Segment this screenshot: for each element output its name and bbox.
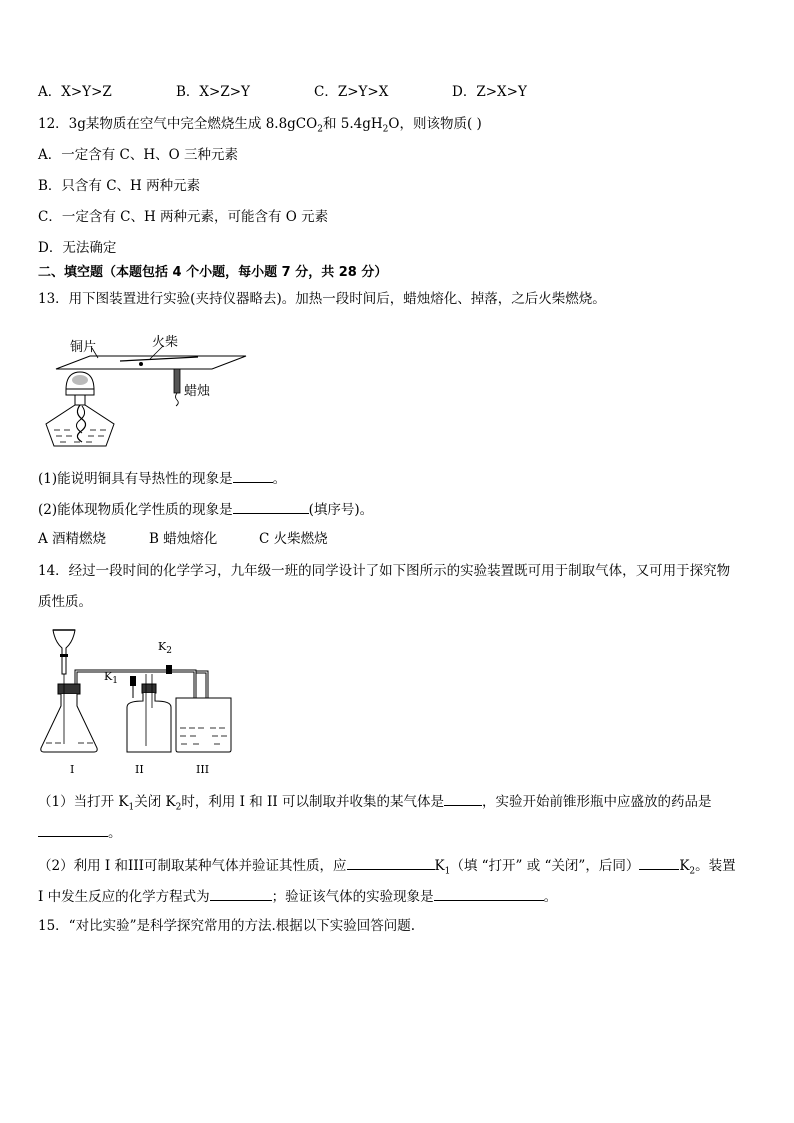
q12-option-d: D．无法确定: [38, 240, 117, 256]
q14-label-k1: $K_1$: [104, 670, 118, 687]
q14-label-k2: $K_2$: [158, 640, 172, 657]
q14-part1-blank-gas[interactable]: [444, 791, 482, 806]
section-heading: 二、填空题（本题包括 4 个小题，每小题 7 分，共 28 分）: [38, 265, 388, 280]
q13-stem: 13．用下图装置进行实验(夹持仪器略去)。加热一段时间后，蜡烛熔化、掉落，之后火柴燃烧。: [38, 291, 606, 307]
q14-part1-line2: 。: [38, 822, 122, 842]
q14-part2-blank-equation[interactable]: [210, 886, 272, 901]
q11-option-d: D．Z>X>Y: [452, 84, 527, 100]
q14-part2-blank-phenomenon[interactable]: [434, 886, 544, 901]
q14-stem-line2: 质性质。: [38, 594, 92, 610]
q12-option-b: B．只含有 C、H 两种元素: [38, 178, 201, 194]
q14-part2-line2: I 中发生反应的化学方程式为 ；验证该气体的实验现象是 。: [38, 886, 557, 906]
q14-apparatus-figure: [38, 624, 243, 784]
q13-part2-blank[interactable]: [233, 499, 309, 514]
q13-label-candle: 蜡烛: [184, 384, 211, 399]
q13-part1-blank[interactable]: [233, 468, 273, 483]
q14-label-I: I: [70, 763, 75, 776]
q14-label-II: II: [135, 763, 144, 776]
q14-part2-line1: （2）利用 I 和III可制取某种气体并验证其性质，应 $K_1$（填 “打开” 或 “关闭”，后同） $K_2$。装置: [38, 855, 736, 881]
q12-option-a: A．一定含有 C、H、O 三种元素: [38, 147, 239, 163]
match-head: [139, 362, 143, 366]
q14-part2-blank-k2[interactable]: [639, 855, 679, 870]
q14-part1-blank-reagent[interactable]: [38, 822, 108, 837]
q14-stem-line1: 14．经过一段时间的化学学习，九年级一班的同学设计了如下图所示的实验装置既可用于制取气体，又可用于探究物: [38, 563, 731, 579]
q13-choice-c: C 火柴燃烧: [259, 531, 328, 547]
q12-stem: 12．3g某物质在空气中完全燃烧生成 8.8gCO$_2$和 $5.4gH_2O$，则该物质( ): [38, 116, 482, 135]
q11-options: [38, 83, 527, 101]
q13-choice-b: B 蜡烛熔化: [149, 531, 218, 547]
q15-stem: 15．“对比实验”是科学探究常用的方法.根据以下实验回答问题.: [38, 918, 416, 934]
q13-label-copper: 铜片: [70, 340, 97, 355]
q14-part2-blank-k1[interactable]: [347, 855, 435, 870]
q13-label-match: 火柴: [152, 335, 179, 350]
separatory-funnel: [53, 630, 75, 674]
q11-option-a: A．X>Y>Z: [38, 84, 112, 100]
q13-part1: (1)能说明铜具有导热性的现象是 。: [38, 468, 286, 488]
gas-bottle-II: [127, 693, 171, 752]
match-stick: [120, 357, 198, 361]
q13-choice-a: A 酒精燃烧: [38, 531, 107, 547]
q12-option-c: C．一定含有 C、H 两种元素，可能含有 O 元素: [38, 209, 329, 225]
q13-choices: [38, 530, 328, 548]
q13-part2: (2)能体现物质化学性质的现象是 (填序号)。: [38, 499, 373, 519]
q11-option-b: B．X>Z>Y: [176, 84, 250, 100]
q11-option-c: C．Z>Y>X: [314, 84, 389, 100]
candle: [174, 369, 180, 393]
q14-label-III: III: [196, 763, 210, 776]
q14-part1-line1: （1）当打开 $K_1$关闭 $K_2$时，利用 I 和 II 可以制取并收集的某气体是 ，实验开始前锥形瓶中应盛放的药品是: [38, 791, 712, 817]
